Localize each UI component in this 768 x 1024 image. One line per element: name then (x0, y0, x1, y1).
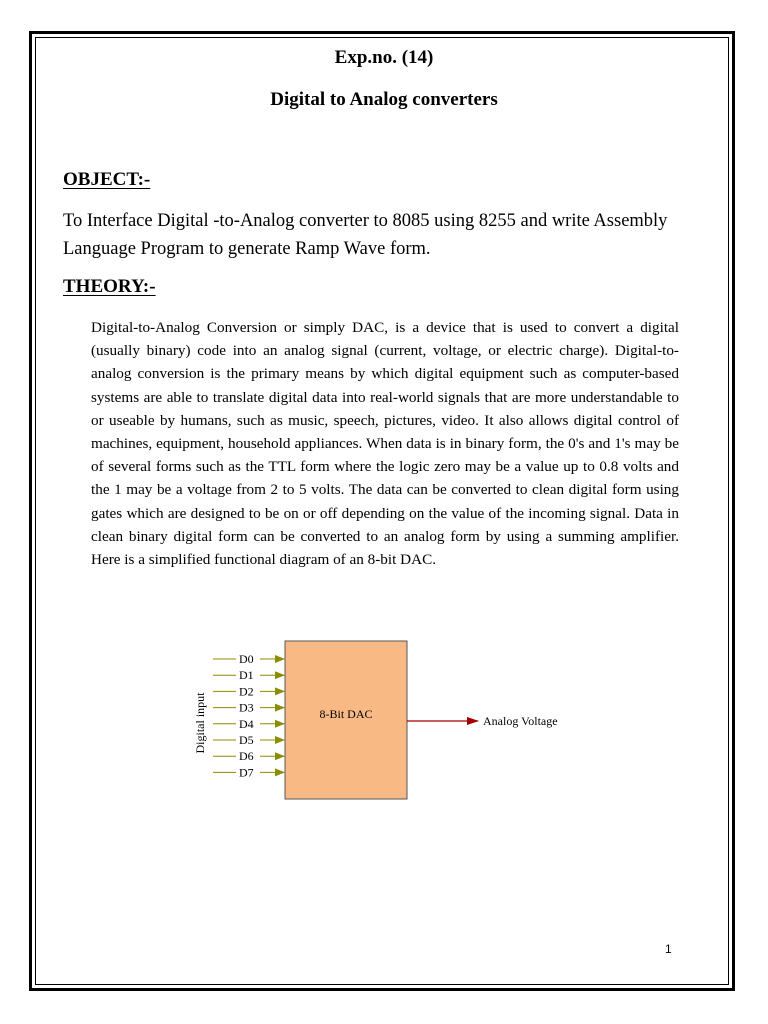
page-number: 1 (665, 942, 672, 956)
input-row-d0 (213, 652, 284, 666)
input-label: D7 (239, 765, 254, 780)
page-title: Digital to Analog converters (270, 89, 498, 110)
theory-paragraph: Digital-to-Analog Conversion or simply DAC, is a device that is used to convert a digital (usually binary) code into an analog signal (current, voltage, or electric charge). Digital-to-analog conversion is the primary means by which digital equipment such as computer-based systems are able to translate digital data into real-world signals that are more understandable to or useable by humans, such as music, speech, pictures, video. It also allows digital control of machines, equipment, household appliances. When data is in binary form, the 0's and 1's may be of several forms such as the TTL form where the logic zero may be a value up to 0.8 volts and the 1 may be a voltage from 2 to 5 volts. The data can be converted to clean digital form using gates which are designed to be on or off depending on the value of the incoming signal. Data in clean binary digital form can be converted to an analog form by using a summing amplifier. Here is a simplified functional diagram of an 8-bit DAC. (91, 319, 679, 569)
input-label: D5 (239, 733, 254, 747)
object-paragraph: To Interface Digital -to-Analog converter to 8085 using 8255 and write Assembly Language Program to generate Ramp Wave form. (63, 211, 668, 259)
input-label: D1 (239, 668, 254, 683)
object-heading: OBJECT:- (63, 169, 151, 190)
input-label: D6 (239, 749, 254, 764)
digital-input-label: Digital input (193, 692, 207, 754)
input-lines (213, 652, 284, 779)
analog-voltage-label: Analog Voltage (483, 714, 558, 728)
input-row-d5 (213, 733, 284, 747)
input-row-d4 (213, 717, 284, 731)
dac-diagram (180, 635, 600, 810)
input-row-d6 (213, 749, 284, 763)
theory-heading: THEORY:- (63, 276, 156, 297)
input-label: D2 (239, 684, 254, 699)
input-row-d1 (213, 668, 284, 682)
dac-block-label: 8-Bit DAC (319, 707, 373, 721)
input-row-d3 (213, 701, 284, 715)
input-label: D0 (239, 652, 254, 666)
input-row-d2 (213, 684, 284, 698)
input-row-d7 (213, 765, 284, 779)
input-label: D4 (239, 716, 254, 731)
input-label: D3 (239, 700, 254, 715)
experiment-number: Exp.no. (14) (334, 47, 434, 68)
